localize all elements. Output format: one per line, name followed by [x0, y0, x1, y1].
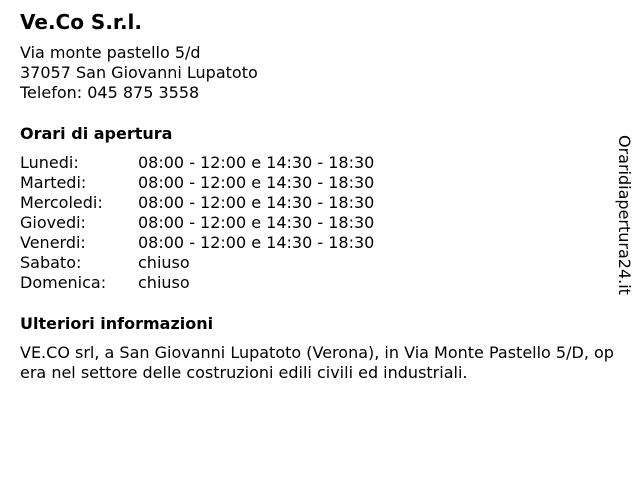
additional-info-title: Ulteriori informazioni [20, 314, 214, 333]
time-value: 08:00 - 12:00 e 14:30 - 18:30 [138, 213, 375, 232]
site-watermark: Oraridiapertura24.it [615, 135, 634, 295]
time-value: 08:00 - 12:00 e 14:30 - 18:30 [138, 233, 375, 252]
time-value: chiuso [138, 253, 190, 272]
time-value: 08:00 - 12:00 e 14:30 - 18:30 [138, 173, 375, 192]
day-label: Sabato: [20, 253, 82, 272]
time-value: chiuso [138, 273, 190, 292]
day-label: Venerdi: [20, 233, 86, 252]
business-description: VE.CO srl, a San Giovanni Lupatoto (Verona), in Via Monte Pastello 5/D, opera nel settore delle costruzioni edili civili ed industriali. [20, 343, 614, 382]
time-value: 08:00 - 12:00 e 14:30 - 18:30 [138, 153, 375, 172]
phone-number: Telefon: 045 875 3558 [20, 83, 200, 102]
day-label: Lunedi: [20, 153, 79, 172]
address-street: Via monte pastello 5/d [20, 43, 201, 62]
time-value: 08:00 - 12:00 e 14:30 - 18:30 [138, 193, 375, 212]
company-name: Ve.Co S.r.l. [20, 10, 142, 34]
day-label: Martedi: [20, 173, 87, 192]
day-label: Domenica: [20, 273, 107, 292]
address-city: 37057 San Giovanni Lupatoto [20, 63, 258, 82]
opening-hours-title: Orari di apertura [20, 124, 173, 143]
day-label: Mercoledi: [20, 193, 103, 212]
day-label: Giovedi: [20, 213, 86, 232]
address-block [20, 43, 258, 103]
